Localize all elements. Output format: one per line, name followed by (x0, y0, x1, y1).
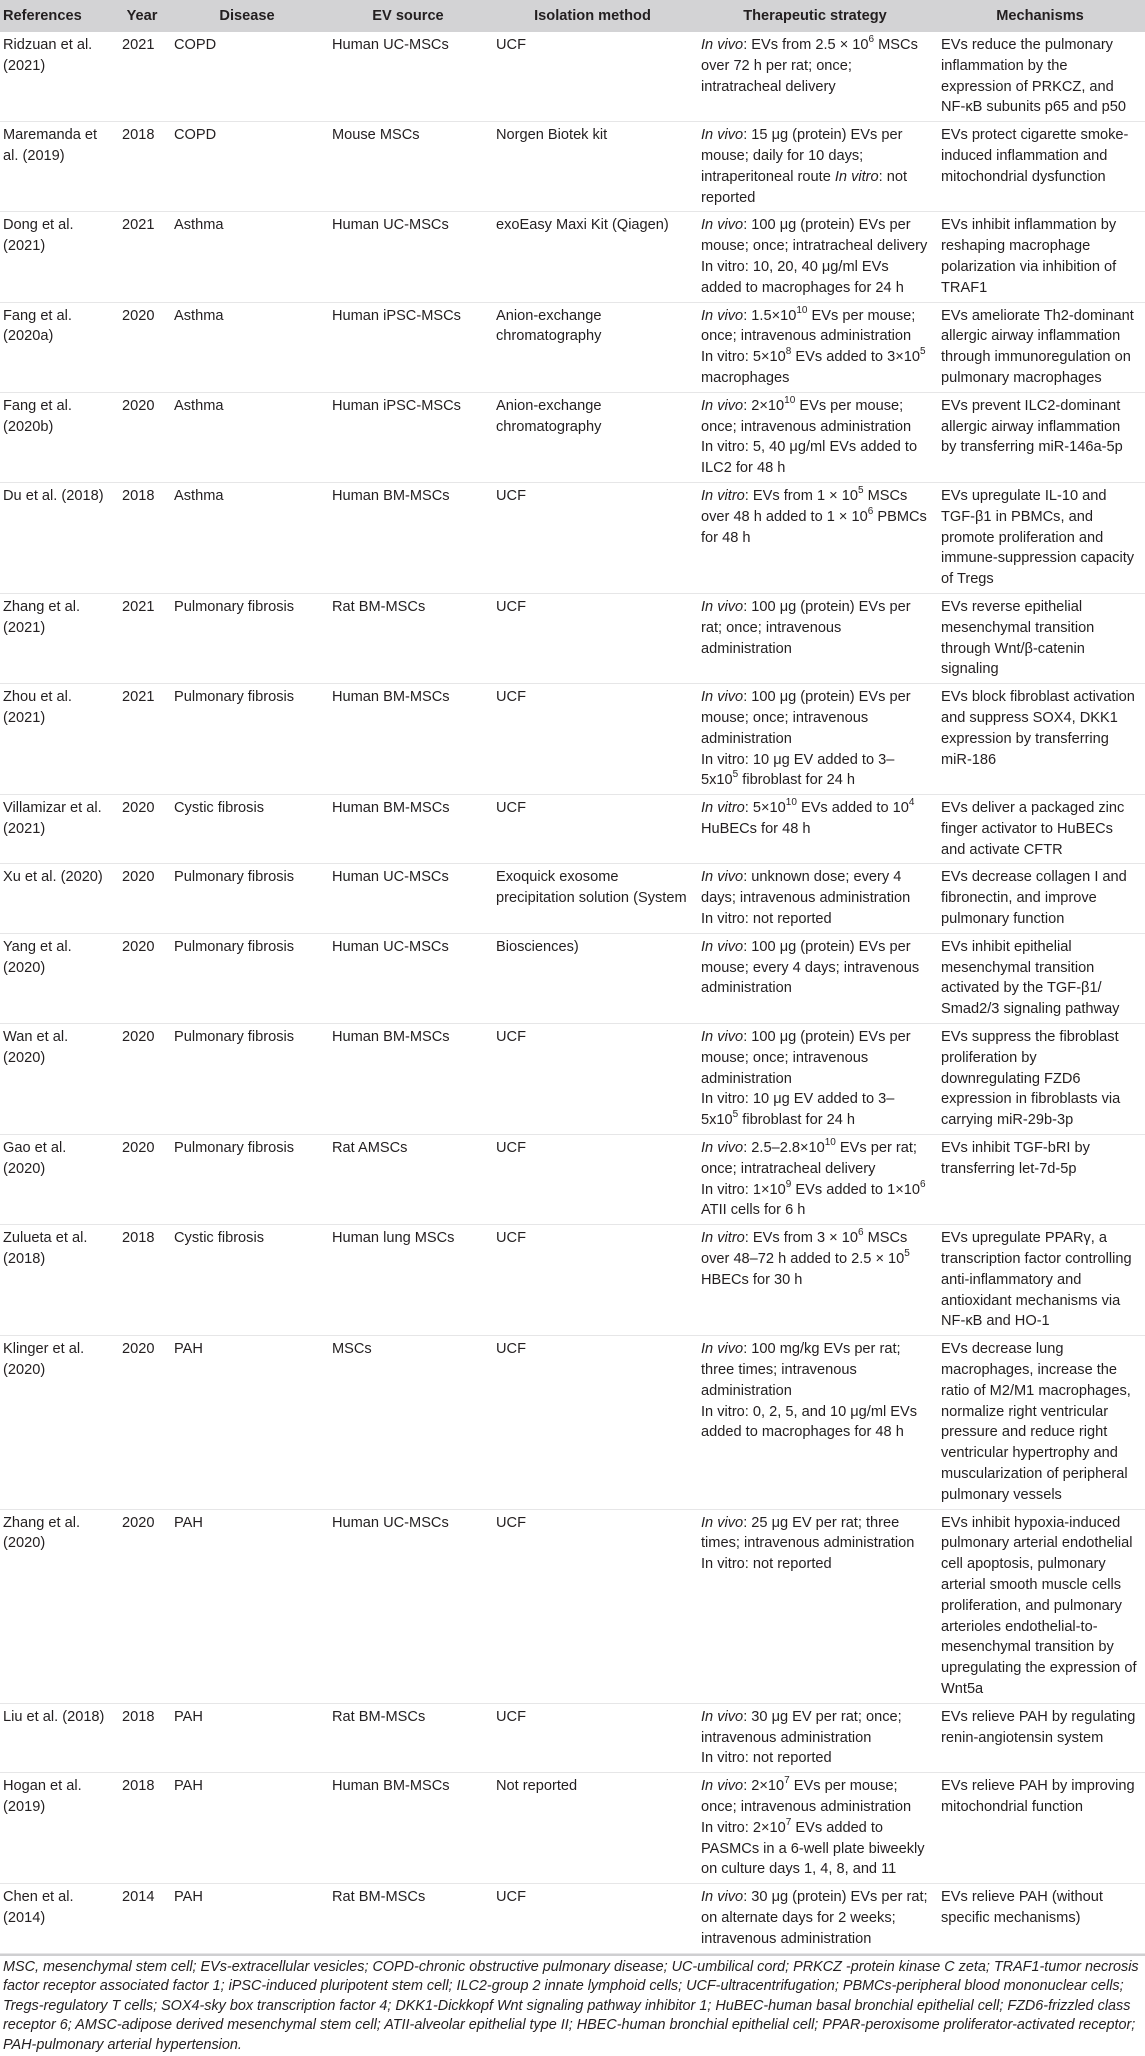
strategy-label: In vivo (701, 869, 744, 886)
superscript: 6 (919, 1178, 926, 1190)
cell-reference: Du et al. (2018) (0, 482, 116, 593)
cell-mechanisms: EVs reduce the pulmonary inflammation by the expression of PRKCZ, and NF-κB subunits p65 and p50 (935, 32, 1145, 122)
cell-ev-source: Human lung MSCs (326, 1225, 490, 1336)
cell-mechanisms: EVs relieve PAH by regulating renin-angiotensin system (935, 1703, 1145, 1772)
cell-disease: Pulmonary fibrosis (168, 1135, 326, 1225)
table-row (0, 122, 1145, 212)
cell-mechanisms: EVs inhibit epithelial mesenchymal transition activated by the TGF-β1/ Smad2/3 signaling pathway (935, 933, 1145, 1023)
cell-isolation-method: Anion-exchange chromatography (490, 392, 695, 482)
strategy-label: In vivo (701, 397, 744, 414)
cell-isolation-method: UCF (490, 1336, 695, 1509)
strategy-text: : 30 μg (protein) EVs per rat; on alternate days for 2 weeks; intravenous administration (701, 1889, 928, 1947)
table-row (0, 1703, 1145, 1772)
cell-year: 2018 (116, 1225, 168, 1336)
cell-reference: Xu et al. (2020) (0, 864, 116, 933)
strategy-label: In vitro (701, 800, 745, 817)
strategy-text: In vitro: 10 μg EV added to 3–5x10 (701, 1091, 895, 1129)
cell-ev-source: Human BM-MSCs (326, 1773, 490, 1884)
strategy-label: In vivo (701, 307, 744, 324)
strategy-text: : 100 μg (protein) EVs per mouse; once; intravenous administration (701, 689, 911, 747)
cell-ev-source: Human iPSC-MSCs (326, 302, 490, 392)
table-header (0, 0, 1145, 32)
cell-ev-source: Human UC-MSCs (326, 32, 490, 122)
cell-disease: Cystic fibrosis (168, 795, 326, 864)
cell-isolation-method: exoEasy Maxi Kit (Qiagen) (490, 212, 695, 302)
cell-year: 2020 (116, 1024, 168, 1135)
cell-year: 2020 (116, 795, 168, 864)
strategy-text: In vitro: 0, 2, 5, and 10 μg/ml EVs added to macrophages for 48 h (701, 1403, 918, 1441)
table-row (0, 1024, 1145, 1135)
cell-year: 2018 (116, 1773, 168, 1884)
cell-isolation-method: UCF (490, 684, 695, 795)
cell-therapeutic-strategy (695, 212, 935, 302)
superscript: 6 (868, 34, 875, 46)
strategy-text: : 30 μg EV per rat; once; intravenous administration (701, 1708, 902, 1746)
cell-therapeutic-strategy (695, 32, 935, 122)
cell-reference: Zulueta et al. (2018) (0, 1225, 116, 1336)
strategy-text: fibroblast for 24 h (738, 1112, 856, 1129)
cell-therapeutic-strategy (695, 1884, 935, 1953)
cell-disease: PAH (168, 1336, 326, 1509)
cell-ev-source: Rat BM-MSCs (326, 593, 490, 683)
table-row (0, 302, 1145, 392)
cell-year: 2020 (116, 1509, 168, 1703)
cell-isolation-method: UCF (490, 1135, 695, 1225)
strategy-label: In vivo (701, 1708, 744, 1725)
strategy-text: In vitro: 10 μg EV added to 3–5x10 (701, 751, 895, 789)
header-disease: Disease (168, 0, 326, 32)
strategy-label: In vivo (701, 938, 744, 955)
cell-reference: Zhang et al. (2020) (0, 1509, 116, 1703)
table-row (0, 933, 1145, 1023)
cell-mechanisms: EVs decrease lung macrophages, increase the ratio of M2/M1 macrophages, normalize right ventricular pressure and reduce right ventricular hypertrophy and muscularization of peripheral pulmonary vessels (935, 1336, 1145, 1509)
cell-mechanisms: EVs decrease collagen I and fibronectin, and improve pulmonary function (935, 864, 1145, 933)
cell-isolation-method: Exoquick exosome precipitation solution (System (490, 864, 695, 933)
table-body (0, 32, 1145, 1953)
strategy-label: In vivo (701, 1341, 744, 1358)
cell-reference: Villamizar et al. (2021) (0, 795, 116, 864)
strategy-text: fibroblast for 24 h (738, 772, 856, 789)
strategy-text: EVs added to 10 (796, 800, 909, 817)
table-footnote: MSC, mesenchymal stem cell; EVs-extracellular vesicles; COPD-chronic obstructive pulmonary disease; UC-umbilical cord; PRKCZ -protein kinase C zeta; TRAF1-tumor necrosis factor receptor associated factor 1; iPSC-induced pluripotent stem cell; ILC2-group 2 innate lymphoid cells; UCF-ultracentrifugation; PBMCs-peripheral blood mononuclear cells; Tregs-regulatory T cells; SOX4-sky box transcription factor 4; DKK1-Dickkopf Wnt signaling pathway inhibitor 1; HuBEC-human basal bronchial epithelial cell; FZD6-frizzled class receptor 6; AMSC-adipose derived mesenchymal stem cell; ATII-alveolar epithelial type II; HBEC-human bronchial epithelial cell; PPAR-peroxisome proliferator-activated receptor; PAH-pulmonary arterial hypertension. (0, 1954, 1145, 2056)
cell-ev-source: Human BM-MSCs (326, 1024, 490, 1135)
cell-mechanisms: EVs inhibit hypoxia-induced pulmonary arterial endothelial cell apoptosis, pulmonary arterial smooth muscle cells proliferation, and pulmonary arterioles endothelial-to-mesenchymal transition by upregulating the expression of Wnt5a (935, 1509, 1145, 1703)
strategy-text: In vitro: not reported (701, 911, 832, 928)
superscript: 10 (796, 304, 808, 316)
cell-disease: Pulmonary fibrosis (168, 593, 326, 683)
cell-therapeutic-strategy (695, 795, 935, 864)
cell-isolation-method: UCF (490, 1024, 695, 1135)
cell-year: 2018 (116, 1703, 168, 1772)
cell-ev-source: Human BM-MSCs (326, 684, 490, 795)
strategy-text: In vitro: 5×10 (701, 349, 786, 366)
cell-year: 2021 (116, 593, 168, 683)
strategy-text: : 100 μg (protein) EVs per rat; once; intravenous administration (701, 598, 911, 657)
strategy-text: In vitro: 1×10 (701, 1181, 786, 1198)
cell-year: 2020 (116, 1135, 168, 1225)
cell-reference: Yang et al. (2020) (0, 933, 116, 1023)
cell-isolation-method: Biosciences) (490, 933, 695, 1023)
cell-disease: PAH (168, 1773, 326, 1884)
header-isolation-method: Isolation method (490, 0, 695, 32)
table-row (0, 1225, 1145, 1336)
cell-isolation-method: Norgen Biotek kit (490, 122, 695, 212)
cell-disease: PAH (168, 1703, 326, 1772)
strategy-label: In vivo (701, 1140, 744, 1157)
cell-reference: Fang et al. (2020a) (0, 302, 116, 392)
strategy-text: : not reported (701, 168, 908, 206)
strategy-text: EVs per mouse; once; intravenous administration (701, 307, 916, 345)
cell-mechanisms: EVs prevent ILC2-dominant allergic airway inflammation by transferring miR-146a-5p (935, 392, 1145, 482)
cell-year: 2021 (116, 684, 168, 795)
table-row (0, 212, 1145, 302)
cell-year: 2020 (116, 392, 168, 482)
header-ev-source: EV source (326, 0, 490, 32)
cell-mechanisms: EVs ameliorate Th2-dominant allergic airway inflammation through immunoregulation on pulmonary macrophages (935, 302, 1145, 392)
cell-mechanisms: EVs suppress the fibroblast proliferation by downregulating FZD6 expression in fibroblasts via carrying miR-29b-3p (935, 1024, 1145, 1135)
superscript: 7 (785, 1816, 792, 1828)
cell-ev-source: MSCs (326, 1336, 490, 1509)
strategy-text: : EVs from 2.5 × 10 (743, 37, 869, 53)
cell-disease: COPD (168, 122, 326, 212)
cell-isolation-method: UCF (490, 795, 695, 864)
strategy-text: HuBECs for 48 h (701, 820, 811, 837)
table-row (0, 1509, 1145, 1703)
header-mechanisms: Mechanisms (935, 0, 1145, 32)
cell-ev-source: Mouse MSCs (326, 122, 490, 212)
superscript: 6 (867, 505, 874, 517)
cell-isolation-method: Anion-exchange chromatography (490, 302, 695, 392)
superscript: 9 (785, 1178, 792, 1190)
strategy-text: EVs per mouse; once; intravenous administration (701, 1778, 912, 1815)
table-row (0, 1135, 1145, 1225)
strategy-text: : 15 μg (protein) EVs per mouse; daily for 10 days; intraperitoneal route (701, 127, 903, 185)
cell-reference: Fang et al. (2020b) (0, 392, 116, 482)
strategy-text: : 2×10 (743, 1778, 785, 1795)
cell-reference: Klinger et al. (2020) (0, 1336, 116, 1509)
strategy-text: macrophages (701, 369, 790, 386)
superscript: 10 (785, 797, 797, 809)
cell-reference: Liu et al. (2018) (0, 1703, 116, 1772)
cell-isolation-method: UCF (490, 1225, 695, 1336)
cell-ev-source: Human BM-MSCs (326, 482, 490, 593)
cell-reference: Gao et al. (2020) (0, 1135, 116, 1225)
strategy-label: In vitro (701, 487, 745, 504)
cell-therapeutic-strategy (695, 1336, 935, 1509)
cell-year: 2020 (116, 302, 168, 392)
cell-therapeutic-strategy (695, 1135, 935, 1225)
cell-reference: Ridzuan et al. (2021) (0, 32, 116, 122)
cell-mechanisms: EVs deliver a packaged zinc finger activator to HuBECs and activate CFTR (935, 795, 1145, 864)
cell-reference: Hogan et al. (2019) (0, 1773, 116, 1884)
cell-ev-source: Rat AMSCs (326, 1135, 490, 1225)
table-row (0, 392, 1145, 482)
strategy-text: : EVs from 3 × 10 (744, 1230, 858, 1247)
strategy-label: In vitro (834, 168, 879, 185)
cell-therapeutic-strategy (695, 1225, 935, 1336)
cell-reference: Chen et al. (2014) (0, 1884, 116, 1953)
strategy-text: PBMCs for 48 h (701, 508, 927, 546)
strategy-text: EVs added to 3×10 (791, 349, 920, 366)
table-row (0, 482, 1145, 593)
table-row (0, 864, 1145, 933)
cell-disease: PAH (168, 1509, 326, 1703)
cell-ev-source: Human UC-MSCs (326, 864, 490, 933)
strategy-text: In vitro: 10, 20, 40 μg/ml EVs added to macrophages for 24 h (701, 258, 904, 296)
strategy-text: : unknown dose; every 4 days; intravenous administration (701, 869, 911, 907)
cell-ev-source: Rat BM-MSCs (326, 1703, 490, 1772)
cell-therapeutic-strategy (695, 122, 935, 212)
cell-isolation-method: UCF (490, 1703, 695, 1772)
strategy-label: In vivo (701, 217, 744, 234)
cell-year: 2020 (116, 1336, 168, 1509)
cell-therapeutic-strategy (695, 302, 935, 392)
cell-mechanisms: EVs relieve PAH (without specific mechanisms) (935, 1884, 1145, 1953)
cell-disease: PAH (168, 1884, 326, 1953)
cell-ev-source: Human UC-MSCs (326, 212, 490, 302)
strategy-text: EVs added to PASMCs in a 6-well plate biweekly on culture days 1, 4, 8, and 11 (701, 1819, 925, 1878)
cell-therapeutic-strategy (695, 864, 935, 933)
strategy-text: : EVs from 1 × 10 (744, 487, 858, 504)
strategy-text: EVs per rat; once; intratracheal delivery (701, 1140, 917, 1177)
superscript: 5 (732, 769, 739, 781)
strategy-text: : 2×10 (743, 397, 785, 414)
cell-ev-source: Human UC-MSCs (326, 933, 490, 1023)
superscript: 5 (732, 1109, 739, 1121)
strategy-text: HBECs for 30 h (701, 1271, 803, 1288)
strategy-label: In vivo (701, 1889, 744, 1906)
cell-disease: Asthma (168, 302, 326, 392)
strategy-label: In vivo (701, 1514, 744, 1531)
cell-reference: Zhou et al. (2021) (0, 684, 116, 795)
cell-isolation-method: UCF (490, 1509, 695, 1703)
cell-year: 2018 (116, 122, 168, 212)
strategy-text: : 100 μg (protein) EVs per mouse; once; intravenous administration (701, 1029, 911, 1087)
cell-reference: Wan et al. (2020) (0, 1024, 116, 1135)
cell-therapeutic-strategy (695, 593, 935, 683)
cell-year: 2020 (116, 933, 168, 1023)
strategy-label: In vivo (701, 598, 744, 615)
cell-disease: Asthma (168, 392, 326, 482)
superscript: 5 (857, 485, 864, 497)
cell-ev-source: Rat BM-MSCs (326, 1884, 490, 1953)
strategy-text: : 25 μg EV per rat; three times; intravenous administration (701, 1514, 915, 1552)
cell-isolation-method: UCF (490, 482, 695, 593)
table-row (0, 795, 1145, 864)
strategy-text: : 1.5×10 (743, 307, 797, 324)
cell-year: 2014 (116, 1884, 168, 1953)
cell-disease: Pulmonary fibrosis (168, 1024, 326, 1135)
strategy-text: EVs per mouse; once; intravenous administration (701, 397, 912, 435)
cell-disease: Asthma (168, 482, 326, 593)
cell-therapeutic-strategy (695, 1024, 935, 1135)
strategy-label: In vivo (701, 1778, 744, 1795)
cell-therapeutic-strategy (695, 933, 935, 1023)
header-year: Year (116, 0, 168, 32)
cell-reference: Dong et al. (2021) (0, 212, 116, 302)
cell-mechanisms: EVs relieve PAH by improving mitochondrial function (935, 1773, 1145, 1884)
cell-therapeutic-strategy (695, 392, 935, 482)
cell-mechanisms: EVs upregulate PPARγ, a transcription factor controlling anti-inflammatory and antioxidant mechanisms via NF-κB and HO-1 (935, 1225, 1145, 1336)
cell-year: 2020 (116, 864, 168, 933)
header-references: References (0, 0, 116, 32)
cell-isolation-method: UCF (490, 1884, 695, 1953)
strategy-text: EVs added to 1×10 (791, 1181, 920, 1198)
strategy-text: MSCs over 48–72 h added to 2.5 × 10 (701, 1230, 908, 1268)
cell-ev-source: Human iPSC-MSCs (326, 392, 490, 482)
cell-disease: COPD (168, 32, 326, 122)
cell-reference: Maremanda et al. (2019) (0, 122, 116, 212)
strategy-label: In vivo (701, 1029, 744, 1046)
strategy-text: MSCs over 72 h per rat; once; intratracheal delivery (701, 37, 918, 95)
strategy-text: In vitro: not reported (701, 1556, 832, 1573)
strategy-label: In vivo (701, 689, 744, 706)
strategy-text: In vitro: not reported (701, 1750, 832, 1767)
table-row (0, 1884, 1145, 1953)
table-row (0, 684, 1145, 795)
superscript: 8 (785, 346, 792, 358)
cell-disease: Asthma (168, 212, 326, 302)
cell-therapeutic-strategy (695, 1773, 935, 1884)
strategy-text: : 2.5–2.8×10 (743, 1140, 825, 1157)
table-row (0, 1773, 1145, 1884)
superscript: 5 (919, 346, 926, 358)
cell-reference: Zhang et al. (2021) (0, 593, 116, 683)
cell-therapeutic-strategy (695, 1509, 935, 1703)
cell-ev-source: Human BM-MSCs (326, 795, 490, 864)
strategy-text: In vitro: 2×10 (701, 1819, 786, 1836)
strategy-text: : 5×10 (744, 800, 786, 817)
strategy-label: In vivo (701, 37, 744, 53)
cell-mechanisms: EVs upregulate IL-10 and TGF-β1 in PBMCs, and promote proliferation and immune-suppression capacity of Tregs (935, 482, 1145, 593)
superscript: 10 (784, 394, 796, 406)
cell-disease: Pulmonary fibrosis (168, 684, 326, 795)
cell-mechanisms: EVs protect cigarette smoke-induced inflammation and mitochondrial dysfunction (935, 122, 1145, 212)
superscript: 7 (784, 1775, 790, 1787)
cell-mechanisms: EVs block fibroblast activation and suppress SOX4, DKK1 expression by transferring miR-186 (935, 684, 1145, 795)
cell-isolation-method: Not reported (490, 1773, 695, 1884)
superscript: 5 (904, 1248, 910, 1260)
strategy-text: MSCs over 48 h added to 1 × 10 (701, 487, 908, 525)
header-row (0, 0, 1145, 32)
cell-isolation-method: UCF (490, 32, 695, 122)
cell-year: 2018 (116, 482, 168, 593)
cell-therapeutic-strategy (695, 1703, 935, 1772)
superscript: 4 (908, 797, 915, 809)
superscript: 6 (857, 1227, 864, 1239)
superscript: 10 (824, 1137, 836, 1149)
strategy-text: ATII cells for 6 h (701, 1202, 806, 1219)
strategy-label: In vitro (701, 1230, 745, 1247)
cell-mechanisms: EVs reverse epithelial mesenchymal transition through Wnt/β-catenin signaling (935, 593, 1145, 683)
cell-year: 2021 (116, 32, 168, 122)
cell-mechanisms: EVs inhibit inflammation by reshaping macrophage polarization via inhibition of TRAF1 (935, 212, 1145, 302)
strategy-text: : 100 μg (protein) EVs per mouse; every 4 days; intravenous administration (701, 938, 920, 997)
strategy-text: In vitro: 5, 40 μg/ml EVs added to ILC2 for 48 h (701, 439, 918, 477)
table-row (0, 1336, 1145, 1509)
header-therapeutic-strategy: Therapeutic strategy (695, 0, 935, 32)
strategy-label: In vivo (701, 127, 744, 144)
strategy-text: : 100 mg/kg EVs per rat; three times; intravenous administration (701, 1341, 901, 1399)
cell-therapeutic-strategy (695, 684, 935, 795)
cell-mechanisms: EVs inhibit TGF-bRI by transferring let-7d-5p (935, 1135, 1145, 1225)
table-row (0, 32, 1145, 122)
cell-ev-source: Human UC-MSCs (326, 1509, 490, 1703)
table-row (0, 593, 1145, 683)
cell-disease: Cystic fibrosis (168, 1225, 326, 1336)
cell-year: 2021 (116, 212, 168, 302)
cell-therapeutic-strategy (695, 482, 935, 593)
strategy-text: : 100 μg (protein) EVs per mouse; once; intratracheal delivery (701, 217, 928, 255)
cell-disease: Pulmonary fibrosis (168, 864, 326, 933)
cell-isolation-method: UCF (490, 593, 695, 683)
cell-disease: Pulmonary fibrosis (168, 933, 326, 1023)
